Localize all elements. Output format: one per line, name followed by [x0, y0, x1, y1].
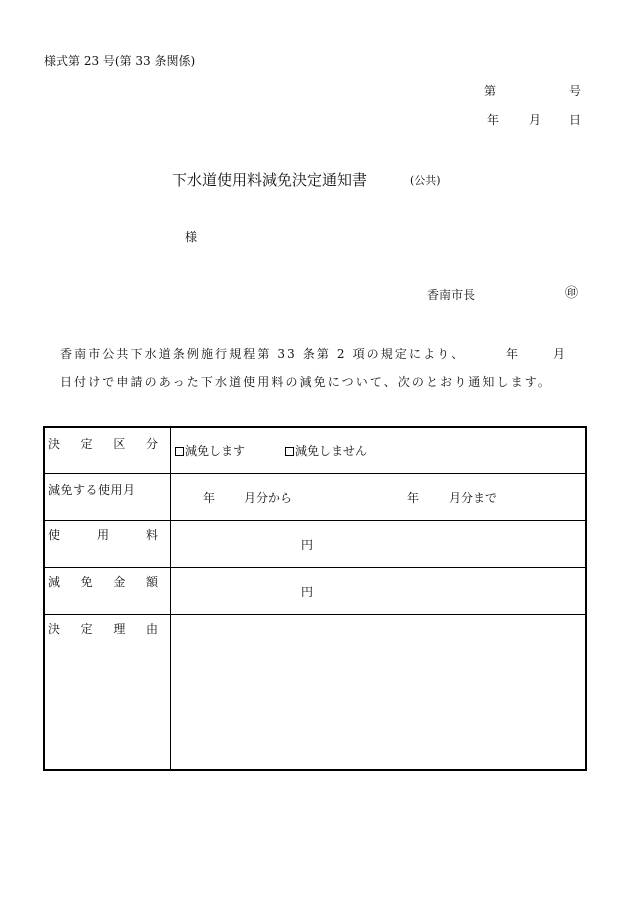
issuer-title: 香南市長	[427, 288, 476, 302]
decision-table	[43, 426, 587, 771]
body-month-label: 月	[553, 347, 566, 361]
document-number-suffix: 号	[569, 84, 582, 98]
document-number-prefix: 第	[484, 84, 497, 98]
label-char: 由	[145, 622, 158, 636]
option-not-exempt-label: 減免しません	[295, 444, 368, 458]
option-exempt-label: 減免します	[185, 444, 246, 458]
body-text-line1: 香南市公共下水道条例施行規程第 33 条第 2 項の規定により、	[60, 347, 466, 361]
checkbox-exempt[interactable]	[175, 447, 184, 456]
checkbox-not-exempt[interactable]	[285, 447, 294, 456]
date-day-label: 日	[569, 113, 582, 127]
table-row-divider	[45, 520, 585, 521]
recipient-honorific: 様	[185, 230, 198, 244]
decision-reason-field[interactable]	[172, 616, 584, 766]
label-char: 金	[113, 575, 126, 589]
amount-unit: 円	[301, 585, 314, 599]
label-usage-fee	[48, 528, 158, 542]
label-text: 減免する使用月	[48, 483, 136, 497]
document-title-note: (公共)	[410, 174, 441, 187]
label-char: 料	[145, 528, 158, 542]
label-char: 用	[96, 528, 109, 542]
seal-icon: ㊞	[565, 286, 579, 301]
label-char: 減	[48, 575, 61, 589]
document-title: 下水道使用料減免決定通知書	[172, 171, 368, 189]
label-decision-category	[48, 437, 158, 451]
label-char: 定	[80, 437, 93, 451]
label-exempt-amount	[48, 575, 158, 589]
label-char: 決	[48, 437, 61, 451]
label-char: 額	[145, 575, 158, 589]
label-decision-reason	[48, 622, 158, 636]
fee-unit: 円	[301, 538, 314, 552]
label-char: 定	[80, 622, 93, 636]
label-char: 免	[80, 575, 93, 589]
label-char: 区	[113, 437, 126, 451]
from-month-label: 月分から	[244, 491, 293, 505]
form-number: 様式第 23 号(第 33 条関係)	[44, 54, 196, 68]
to-month-label: 月分まで	[449, 491, 498, 505]
table-row-divider	[45, 567, 585, 568]
table-row-divider	[45, 614, 585, 615]
label-exempt-months	[48, 483, 158, 497]
label-char: 理	[113, 622, 126, 636]
label-char: 分	[145, 437, 158, 451]
label-char: 決	[48, 622, 61, 636]
option-not-exempt[interactable]	[285, 444, 367, 458]
to-year-label: 年	[407, 491, 420, 505]
body-text-line2: 日付けで申請のあった下水道使用料の減免について、次のとおり通知します。	[60, 375, 552, 389]
from-year-label: 年	[203, 491, 216, 505]
option-exempt[interactable]	[175, 444, 245, 458]
table-column-divider	[170, 428, 171, 769]
date-month-label: 月	[529, 113, 542, 127]
table-row-divider	[45, 473, 585, 474]
date-year-label: 年	[487, 113, 500, 127]
body-year-label: 年	[506, 347, 519, 361]
label-char: 使	[48, 528, 61, 542]
